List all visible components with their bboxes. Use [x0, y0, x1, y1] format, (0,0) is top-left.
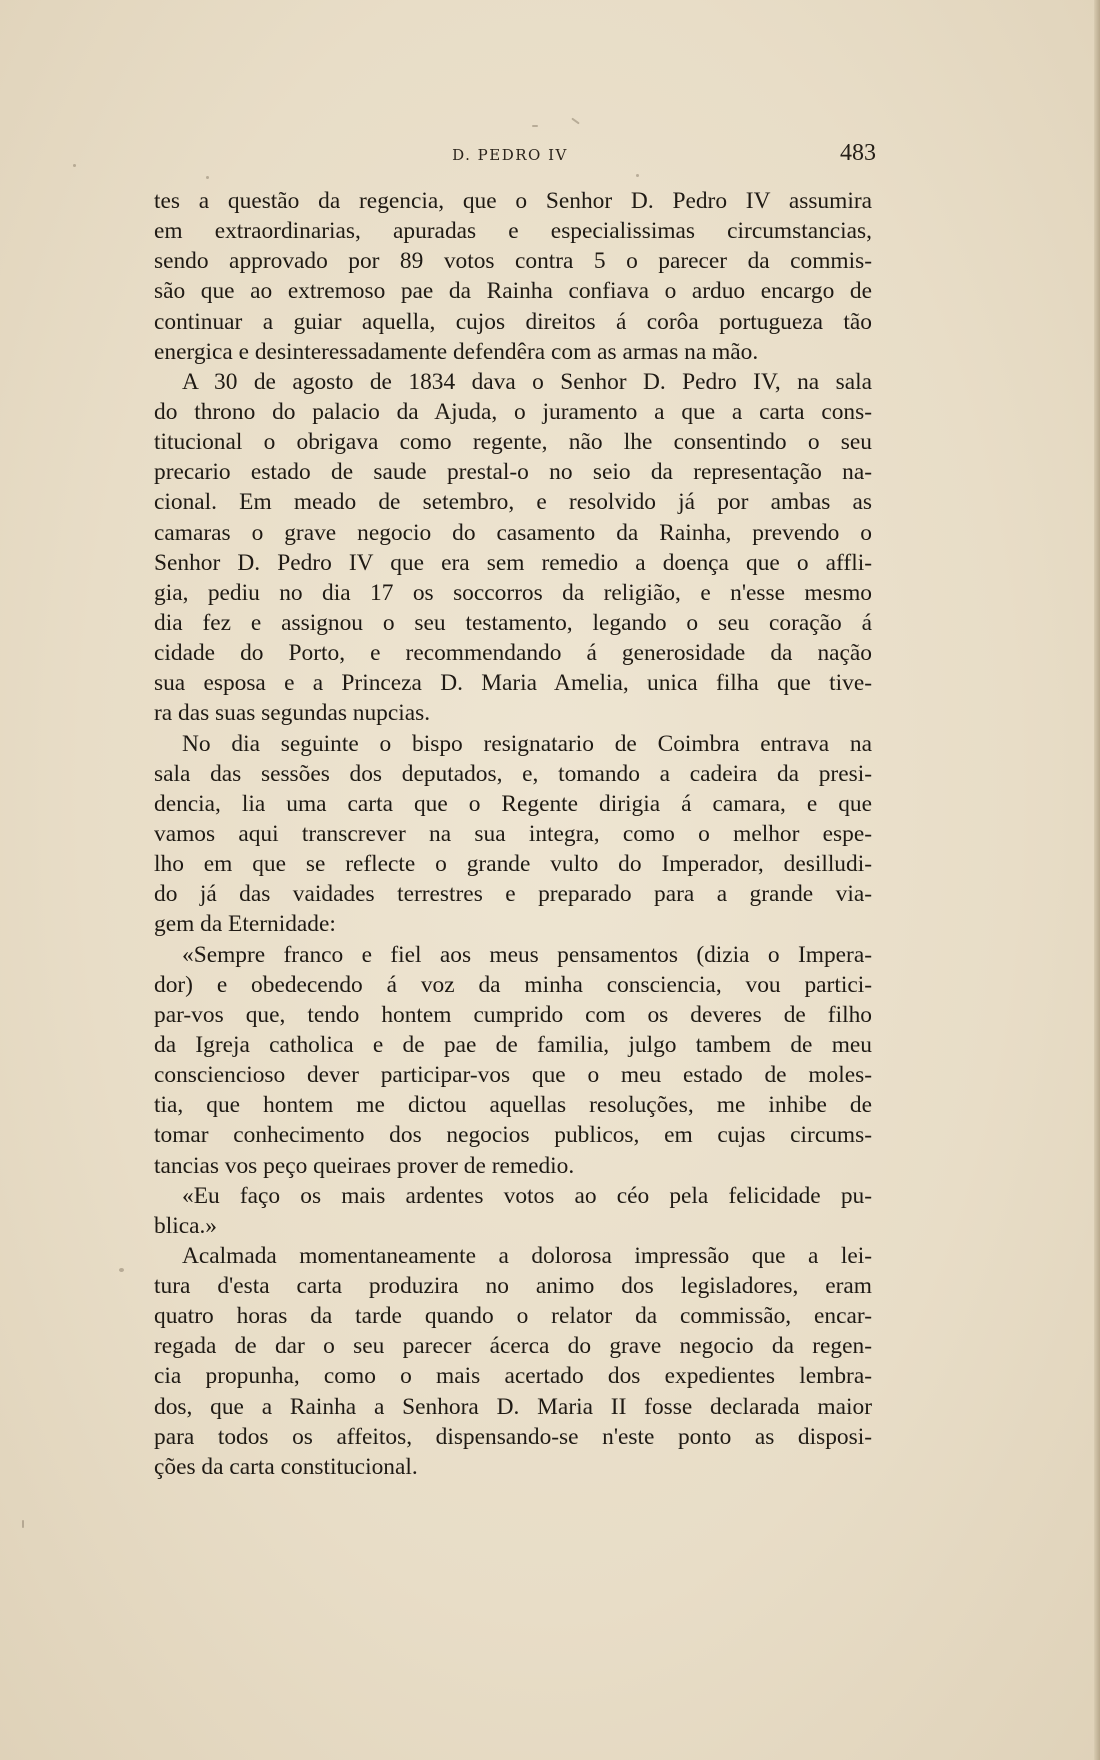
text-line: energica e desinteressadamente defendêra com as armas na mão. — [154, 338, 759, 365]
text-line: dos, que a Rainha a Senhora D. Maria II fosse declarada maior — [154, 1393, 872, 1420]
text-line: titucional o obrigava como regente, não lhe consentindo o seu — [154, 429, 872, 456]
text-line: sendo approvado por 89 votos contra 5 o parecer da commis- — [154, 248, 872, 275]
text-line: A 30 de agosto de 1834 dava o Senhor D. Pedro IV, na sala — [182, 368, 872, 395]
text-line: dia fez e assignou o seu testamento, legando o seu coração á — [154, 609, 872, 636]
paper-speck — [206, 176, 209, 179]
text-line: tomar conhecimento dos negocios publicos, em cujas circums- — [154, 1122, 872, 1149]
text-line: gem da Eternidade: — [154, 911, 336, 938]
paper-speck — [22, 1520, 24, 1528]
running-title: D. PEDRO IV — [452, 146, 568, 164]
text-line: para todos os affeitos, dispensando-se n'este ponto as disposi- — [154, 1423, 872, 1450]
text-line: do throno do palacio da Ajuda, o juramento a que a carta cons- — [154, 398, 872, 425]
text-line: par-vos que, tendo hontem cumprido com os deveres de filho — [154, 1001, 872, 1028]
text-line: camaras o grave negocio do casamento da Rainha, prevendo o — [154, 519, 872, 546]
text-line: sua esposa e a Princeza D. Maria Amelia, unica filha que tive- — [154, 670, 872, 697]
text-line: quatro horas da tarde quando o relator da commissão, encar- — [154, 1303, 872, 1330]
text-line: do já das vaidades terrestres e preparado para a grande via- — [154, 881, 872, 908]
text-line: tia, que hontem me dictou aquellas resoluções, me inhibe de — [154, 1092, 872, 1119]
page-number: 483 — [840, 140, 876, 166]
text-line: blica.» — [154, 1212, 217, 1239]
text-line: Acalmada momentaneamente a dolorosa impressão que a lei- — [182, 1242, 872, 1269]
text-line: tura d'esta carta produzira no animo dos legisladores, eram — [154, 1273, 872, 1300]
text-line: dencia, lia uma carta que o Regente dirigia á camara, e que — [154, 790, 872, 817]
body-text — [154, 186, 872, 1482]
paper-speck — [532, 125, 538, 127]
text-line: «Eu faço os mais ardentes votos ao céo pela felicidade pu- — [182, 1182, 872, 1209]
paper-speck — [119, 1268, 124, 1272]
paragraph — [154, 367, 872, 729]
text-line: tancias vos peço queiraes prover de remedio. — [154, 1152, 575, 1179]
text-line: Senhor D. Pedro IV que era sem remedio a doença que o affli- — [154, 549, 872, 576]
text-line: cia propunha, como o mais acertado dos expedientes lembra- — [154, 1363, 872, 1390]
text-line: No dia seguinte o bispo resignatario de Coimbra entrava na — [182, 730, 872, 757]
paragraph — [154, 729, 872, 940]
text-line: cional. Em meado de setembro, e resolvido já por ambas as — [154, 489, 872, 516]
paragraph — [154, 940, 872, 1181]
text-line: ra das suas segundas nupcias. — [154, 700, 431, 727]
text-line: tes a questão da regencia, que o Senhor D. Pedro IV assumira — [154, 188, 872, 214]
paragraph — [154, 186, 872, 367]
paragraph — [154, 1241, 872, 1482]
paper-speck — [73, 164, 76, 167]
text-line: dor) e obedecendo á voz da minha consciencia, vou partici- — [154, 971, 872, 998]
text-line: da Igreja catholica e de pae de familia, julgo tambem de meu — [154, 1031, 872, 1058]
text-line: ções da carta constitucional. — [154, 1453, 418, 1480]
text-line: regada de dar o seu parecer ácerca do grave negocio da regen- — [154, 1333, 872, 1360]
text-line: em extraordinarias, apuradas e especialissimas circumstancias, — [154, 218, 872, 245]
paragraph — [154, 1181, 872, 1241]
text-line: lho em que se reflecte o grande vulto do Imperador, desilludi- — [154, 851, 872, 878]
text-line: vamos aqui transcrever na sua integra, como o melhor espe- — [154, 820, 872, 847]
text-line: «Sempre franco e fiel aos meus pensamentos (dizia o Impera- — [182, 941, 872, 968]
text-line: continuar a guiar aquella, cujos direitos á corôa portugueza tão — [154, 308, 872, 335]
paper-speck — [636, 174, 639, 177]
text-line: gia, pediu no dia 17 os soccorros da religião, e n'esse mesmo — [154, 579, 872, 606]
text-line: precario estado de saude prestal-o no seio da representação na- — [154, 459, 872, 486]
paper-speck — [571, 118, 580, 125]
page-edge — [1094, 0, 1100, 1760]
page-header — [150, 140, 876, 174]
text-line: sala das sessões dos deputados, e, tomando a cadeira da presi- — [154, 760, 872, 787]
text-line: consciencioso dever participar-vos que o meu estado de moles- — [154, 1062, 872, 1089]
text-line: são que ao extremoso pae da Rainha confiava o arduo encargo de — [154, 278, 872, 305]
text-line: cidade do Porto, e recommendando á generosidade da nação — [154, 640, 872, 667]
